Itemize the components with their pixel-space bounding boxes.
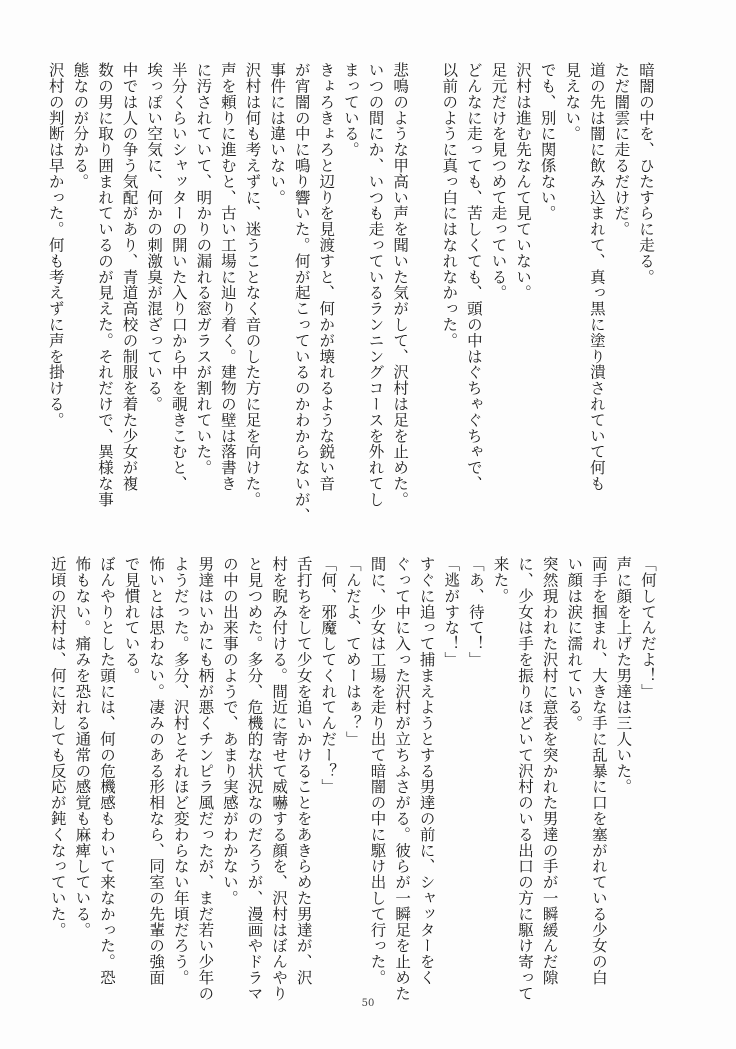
text-line: 半分くらいシャッターの開いた入り口から中を覗きこむと、: [169, 62, 188, 492]
text-line: 声に顔を上げた男達は三人いた。: [614, 556, 633, 795]
text-line: 声を頼りに進むと、古い工場に辿り着く。建物の壁は落書き: [218, 62, 237, 492]
text-line: の中の出来事のようで、あまり実感がわかない。: [220, 556, 239, 906]
text-line: 以前のように真っ白にはなれなかった。: [440, 62, 459, 349]
text-line: 怖いとは思わない。凄みのある形相なら、同室の先輩の強面: [147, 556, 166, 986]
text-line: 悲鳴のような甲高い声を聞いた気がして、沢村は足を止めた。: [391, 62, 410, 508]
text-line: 暗闇の中を、ひたすらに走る。: [637, 62, 655, 285]
text-line: きょろきょろと辺りを見渡すと、何かが壊れるような鋭い音: [317, 62, 336, 492]
text-line: 態なのが分かる。: [71, 62, 90, 190]
text-line: でも、別に関係ない。: [538, 62, 557, 221]
text-line: すぐに追って捕まえようとする男達の前に、シャッターをく: [417, 556, 436, 986]
text-line: ぐって中に入った沢村が立ちふさがる。彼らが一瞬足を止めた: [393, 556, 412, 1002]
text-line: 「逃がすな！」: [442, 556, 461, 668]
text-line: に汚されていて、明かりの漏れる窓ガラスが割れていた。: [194, 62, 213, 476]
text-line: 中では人の争う気配があり、青道高校の制服を着た少女が複: [120, 62, 139, 492]
text-line: 事件には違いない。: [268, 62, 287, 206]
text-line: と見つめた。多分、危機的な状況なのだろうが、漫画やドラマ: [245, 556, 264, 1002]
text-line: 「あ、待て！」: [466, 556, 485, 668]
text-line: いつの間にか、いつも走っているランニングコースを外れてし: [366, 62, 385, 508]
text-block-bottom: [45, 556, 660, 1002]
text-line: 来た。: [491, 556, 510, 604]
text-line: 見えない。: [563, 62, 582, 142]
page-number: 50: [361, 998, 375, 1009]
text-line: 「何、邪魔してくれてんだー？」: [319, 556, 338, 795]
text-line: [412, 62, 437, 462]
text-line: 怖もない。痛みを恐れる通常の感覚も麻痺している。: [73, 556, 92, 938]
text-line: 男達はいかにも柄が悪くチンピラ風だったが、まだ若い少年の: [196, 556, 215, 1002]
text-block-top: [43, 62, 658, 524]
text-line: 埃っぽい空気に、何かの刺激臭が混ざっている。: [145, 62, 164, 412]
text-line: 足元だけを見つめて走っている。: [489, 62, 508, 301]
text-line: ようだった。多分、沢村とそれほど変わらない年頃だろう。: [171, 556, 190, 986]
text-line: 沢村は何も考えずに、迷うことなく音のした方に足を向けた。: [243, 62, 262, 508]
text-line: 近頃の沢村は、何に対しても反応が鈍くなっていた。: [48, 556, 67, 938]
text-line: 「何してんだよ！」: [639, 556, 657, 700]
text-line: い顔は涙に濡れている。: [565, 556, 584, 731]
text-line: 数の男に取り囲まれているのが見えた。それだけで、異様な事: [95, 62, 114, 508]
text-line: 両手を掴まれ、大きな手に乱暴に口を塞がれている少女の白: [589, 556, 608, 986]
text-line: 道の先は闇に飲み込まれて、真っ黒に塗り潰されていて何も: [587, 62, 606, 492]
text-line: 突然現われた沢村に意表を突かれた男達の手が一瞬緩んだ隙: [540, 556, 559, 986]
text-line: が宵闇の中に鳴り響いた。何が起こっているのかわからないが、: [292, 62, 311, 524]
text-line: 沢村の判断は早かった。何も考えずに声を掛ける。: [46, 62, 65, 428]
text-line: まっている。: [341, 62, 360, 158]
text-line: ぼんやりとした頭には、何の危機感もわいて来なかった。恐: [97, 556, 116, 986]
text-line: 舌打ちをして少女を追いかけることをあきらめた男達が、沢: [294, 556, 313, 986]
text-line: 村を睨み付ける。間近に寄せて威嚇する顔を、沢村はぼんやり: [270, 556, 289, 1002]
text-line: 沢村は進む先なんて見ていない。: [514, 62, 533, 301]
text-line: 「んだよ、てめーはぁ？」: [343, 556, 362, 747]
text-line: で見慣れている。: [122, 556, 141, 684]
text-line: 間に、少女は工場を走り出て暗闇の中に駆け出して行った。: [368, 556, 387, 986]
text-line: どんなに走っても、苦しくても、頭の中はぐちゃぐちゃで、: [464, 62, 483, 492]
text-line: ただ闇雲に走るだけだ。: [612, 62, 631, 237]
text-line: に、少女は手を振りほどいて沢村のいる出口の方に駆け寄って: [516, 556, 535, 1002]
